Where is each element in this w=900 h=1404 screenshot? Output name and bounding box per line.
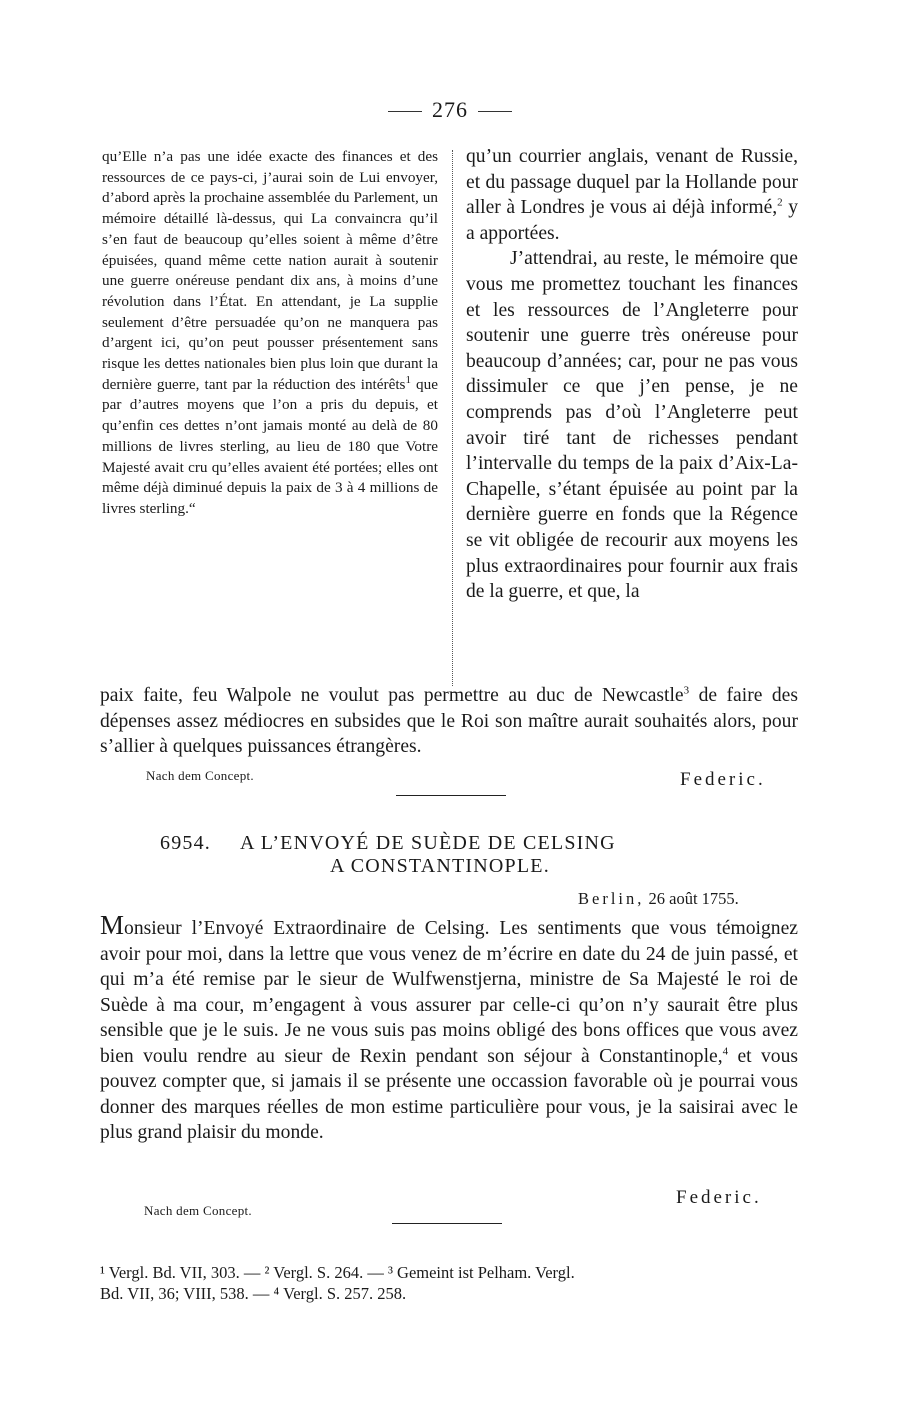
column-divider xyxy=(452,150,453,686)
footnote-mark-3: 3 xyxy=(683,684,690,697)
right-paragraph-2: J’attendrai, au reste, le mémoire que vous me promettez touchant les finances et les ressources de l’Angleterre pour soutenir une guerre très onéreuse pour beaucoup d’années; car, pour ne pas vous dissimuler ce que j’en pense, je ne comprends pas d’où l’Angleterre peut avoir tiré tant de richesses pendant l’intervalle du temps de la paix d’Aix-La-Chapelle, s’étant épuisée au point par la dernière guerre en fonds que la Régence se vit obligée de recourir aux moyens les plus extraordinaires pour fournir aux frais de la guerre, et que, la xyxy=(466,248,798,603)
source-note-2: Nach dem Concept. xyxy=(144,1203,252,1218)
footnote-line-2: Bd. VII, 36; VIII, 538. — ⁴ Vergl. S. 257. 258. xyxy=(100,1284,407,1303)
signature-1: Federic. xyxy=(680,769,766,790)
source-note-1: Nach dem Concept. xyxy=(146,768,254,783)
page-number: 276 xyxy=(0,97,900,123)
footnote-mark-4: 4 xyxy=(722,1044,729,1057)
initial-letter: M xyxy=(100,910,125,940)
letter-number: 6954. xyxy=(160,832,211,854)
dash-right xyxy=(478,111,512,112)
footnote-mark-1: 1 xyxy=(405,373,411,386)
right-paragraph-1: qu’un courrier anglais, venant de Russie, et du passage duquel par la Hollande pour aller à Londres je vous ai déjà informé,$^2$ y a apportées. xyxy=(466,146,798,244)
continuation-paragraph: paix faite, feu Walpole ne voulut pas permettre au duc de Newcastle$^3$ de faire des dépenses assez médiocres en subsides que le Roi son maître aurait souhaités alors, pour s’allier à quelques puissances étrangères. xyxy=(100,684,798,757)
signature-2: Federic. xyxy=(676,1187,762,1208)
dateline: Berlin, 26 août 1755. xyxy=(578,889,739,908)
letter-heading xyxy=(160,832,780,878)
section-rule-2 xyxy=(392,1223,502,1224)
quote-paragraph: qu’Elle n’a pas une idée exacte des finances et des ressources de ce pays-ci, j’aurai soin de Lui envoyer, d’abord après la prochaine assemblée du Parlement, un mémoire détaillé là-dessus, qui La convaincra qu’il s’en faut de beaucoup qu’elles soient à même d’être épuisées, quand même cette nation aurait à soutenir une guerre onéreuse pendant dix ans, à moins d’une révolution dans l’État. En attendant, je La supplie seulement d’être persuadée qu’on ne manquera pas d’argent ici, qu’on peut pousser présentement sans risque les dettes nationales bien plus loin que durant la dernière guerre, tant par la réduction des intérêts$^1$ que par d’autres moyens que l’on a pris du depuis, et qu’enfin ces dettes n’ont jamais monté au delà de 80 millions de livres sterling, au lieu de 180 que Votre Majesté avait cru qu’elles avaient été portées; elles ont même déjà diminué depuis la paix de 3 à 4 millions de livres sterling.“ xyxy=(102,148,438,517)
footnote-mark-2: 2 xyxy=(777,196,783,209)
right-column xyxy=(466,144,798,605)
footnotes xyxy=(100,1262,800,1304)
dash-left xyxy=(388,111,422,112)
section-rule-1 xyxy=(396,795,506,796)
left-column-quote xyxy=(102,147,438,520)
heading-line-1: A L’ENVOYÉ DE SUÈDE DE CELSING xyxy=(240,832,616,854)
letter-body: Monsieur l’Envoyé Extraordinaire de Celsing. Les sentiments que vous témoignez avoir pour moi, dans la lettre que vous venez de m’écrire en date du 24 de juin passé, et qui m’a été remise par le sieur de Wulfwenstjerna, ministre de Sa Majesté le roi de Suède à ma cour, m’engagent à vous assurer par celle-ci qu’on n’y saurait être plus sensible que je le suis. Je ne vous suis pas moins obligé des bons offices que vous avez bien voulu rendre au sieur de Rexin pendant son séjour à Constantinople,$^4$ et vous pouvez compter que, si jamais il se présente une occassion favorable où je pourrai vous donner des marques réelles de mon estime particulière pour vous, je la saisirai avec le plus grand plaisir du monde. xyxy=(100,910,799,1143)
heading-line-2: A CONSTANTINOPLE. xyxy=(330,855,550,877)
footnote-line-1: ¹ Vergl. Bd. VII, 303. — ² Vergl. S. 264. — ³ Gemeint ist Pelham. Vergl. xyxy=(100,1263,575,1282)
